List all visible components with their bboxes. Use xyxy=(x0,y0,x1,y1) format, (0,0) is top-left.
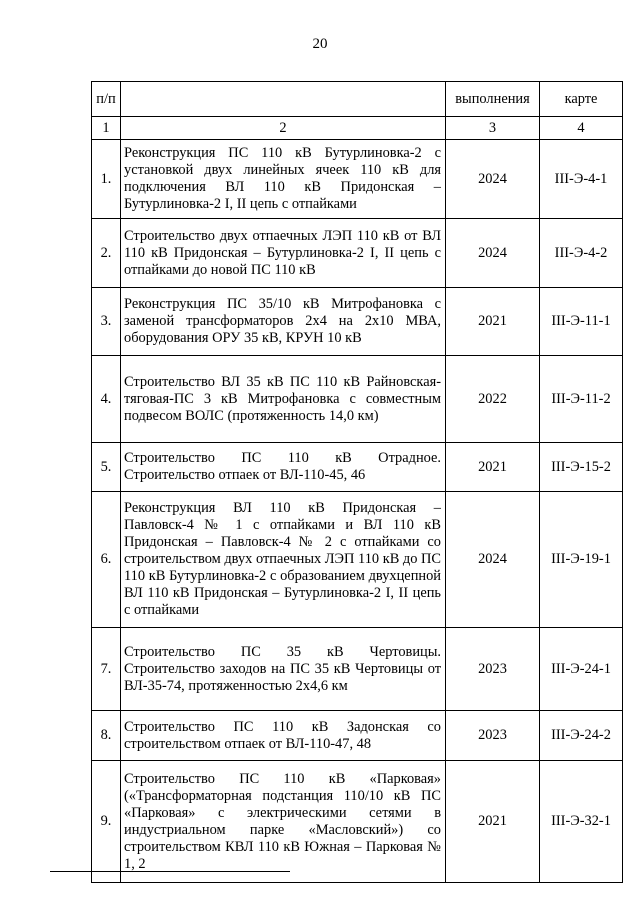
completion-year: 2022 xyxy=(446,356,540,443)
row-number: 6. xyxy=(92,492,121,628)
row-number: 1. xyxy=(92,140,121,219)
project-name: Строительство двух отпаечных ЛЭП 110 кВ от ВЛ 110 кВ Придонская – Бутурлиновка-2 I, II цепь с отпайками до новой ПС 110 кВ xyxy=(121,219,446,288)
completion-year: 2021 xyxy=(446,761,540,883)
row-number: 2. xyxy=(92,219,121,288)
table-row xyxy=(92,492,623,628)
footnote-divider xyxy=(50,871,290,872)
map-code: III-Э-15-2 xyxy=(540,443,623,492)
projects-table xyxy=(91,81,623,883)
table-row xyxy=(92,288,623,356)
column-number-4: 4 xyxy=(540,117,623,140)
column-numbering-row xyxy=(92,117,623,140)
page-number: 20 xyxy=(312,36,328,52)
column-number-3: 3 xyxy=(446,117,540,140)
completion-year: 2024 xyxy=(446,492,540,628)
completion-year: 2023 xyxy=(446,711,540,761)
project-name: Реконструкция ВЛ 110 кВ Придонская – Павловск-4 № 1 с отпайками и ВЛ 110 кВ Придонская – Павловск-4 № 2 с отпайками со строительством двух отпаечных ЛЭП 110 кВ до ПС 110 кВ Бутурлиновка-2 с образованием двухцепной ВЛ 110 кВ Придонская – Бутурлиновка-2 I, II цепь с отпайками xyxy=(121,492,446,628)
header-year-cell: выполнения xyxy=(446,82,540,117)
project-name: Реконструкция ПС 110 кВ Бутурлиновка-2 с установкой двух линейных ячеек 110 кВ для подключения ВЛ 110 кВ Придонская – Бутурлиновка-2 I, II цепь с отпайками xyxy=(121,140,446,219)
row-number: 4. xyxy=(92,356,121,443)
map-code: III-Э-4-1 xyxy=(540,140,623,219)
completion-year: 2021 xyxy=(446,288,540,356)
project-name: Строительство ПС 110 кВ «Парковая» («Трансформаторная подстанция 110/10 кВ ПС «Парковая» с электрическими сетями в индустриальном парке «Масловский») со строительством КВЛ 110 кВ Южная – Парковая № 1, 2 xyxy=(121,761,446,883)
map-code: III-Э-32-1 xyxy=(540,761,623,883)
map-code: III-Э-11-2 xyxy=(540,356,623,443)
header-row xyxy=(92,82,623,117)
row-number: 3. xyxy=(92,288,121,356)
table-row xyxy=(92,761,623,883)
map-code: III-Э-24-2 xyxy=(540,711,623,761)
header-name-cell xyxy=(121,82,446,117)
completion-year: 2023 xyxy=(446,628,540,711)
map-code: III-Э-24-1 xyxy=(540,628,623,711)
row-number: 7. xyxy=(92,628,121,711)
table-row xyxy=(92,711,623,761)
completion-year: 2024 xyxy=(446,219,540,288)
project-name: Строительство ВЛ 35 кВ ПС 110 кВ Райновская-тяговая-ПС 3 кВ Митрофановка с совместным подвесом ВОЛС (протяженность 14,0 км) xyxy=(121,356,446,443)
completion-year: 2021 xyxy=(446,443,540,492)
table-row xyxy=(92,443,623,492)
column-number-2: 2 xyxy=(121,117,446,140)
row-number: 9. xyxy=(92,761,121,883)
header-card-cell: карте xyxy=(540,82,623,117)
table-row xyxy=(92,219,623,288)
project-name: Строительство ПС 35 кВ Чертовицы. Строительство заходов на ПС 35 кВ Чертовицы от ВЛ-35-74, протяженностью 2х4,6 км xyxy=(121,628,446,711)
row-number: 5. xyxy=(92,443,121,492)
table-row xyxy=(92,628,623,711)
map-code: III-Э-4-2 xyxy=(540,219,623,288)
header-number-cell: п/п xyxy=(92,82,121,117)
table-row xyxy=(92,356,623,443)
map-code: III-Э-19-1 xyxy=(540,492,623,628)
column-number-1: 1 xyxy=(92,117,121,140)
map-code: III-Э-11-1 xyxy=(540,288,623,356)
project-name: Строительство ПС 110 кВ Отрадное. Строительство отпаек от ВЛ-110-45, 46 xyxy=(121,443,446,492)
project-name: Реконструкция ПС 35/10 кВ Митрофановка с заменой трансформаторов 2х4 на 2х10 МВА, оборудования ОРУ 35 кВ, КРУН 10 кВ xyxy=(121,288,446,356)
row-number: 8. xyxy=(92,711,121,761)
table-row xyxy=(92,140,623,219)
project-name: Строительство ПС 110 кВ Задонская со строительством отпаек от ВЛ-110-47, 48 xyxy=(121,711,446,761)
completion-year: 2024 xyxy=(446,140,540,219)
